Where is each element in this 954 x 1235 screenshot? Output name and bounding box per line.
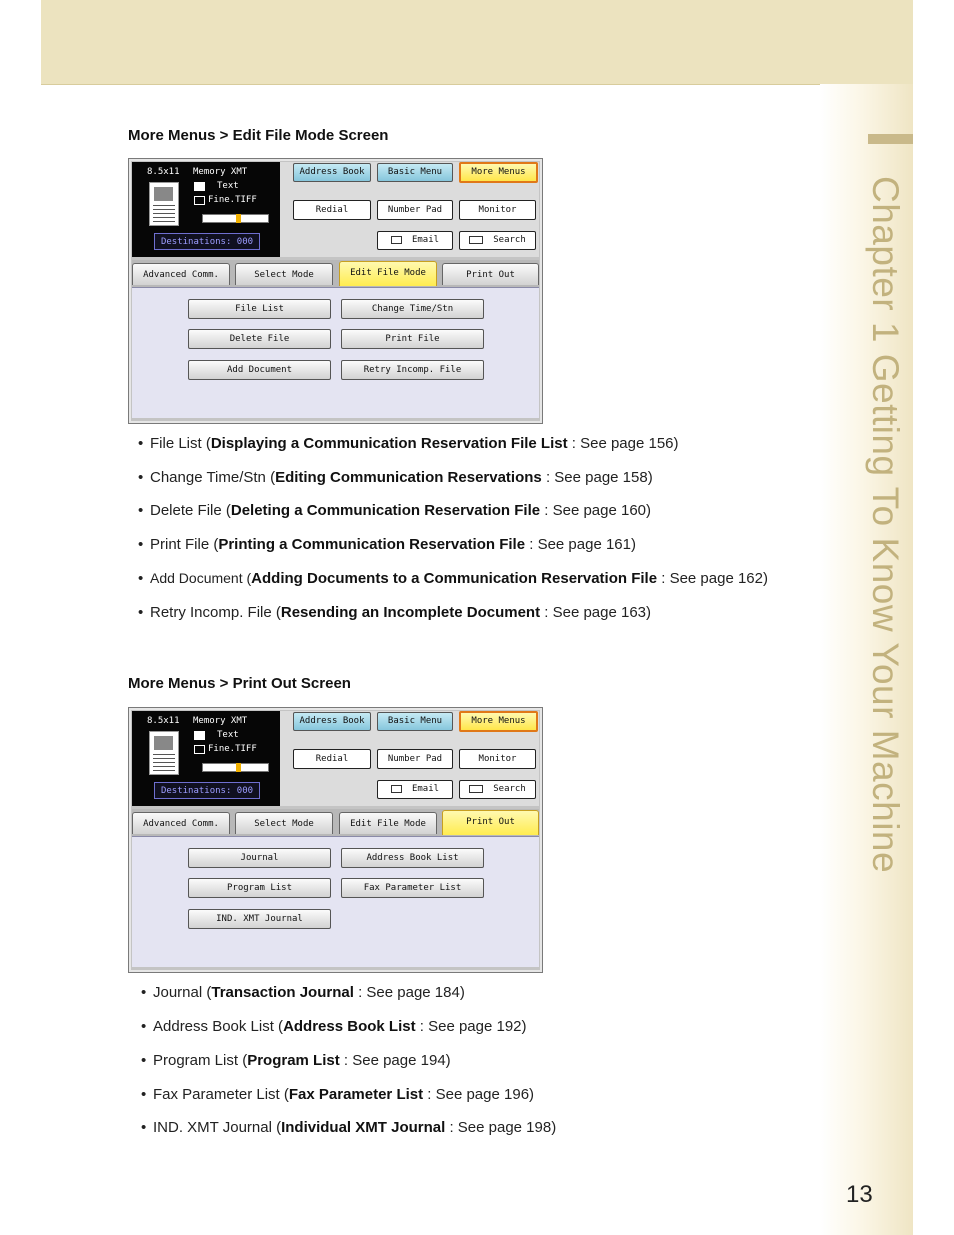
print-file-button[interactable]: Print File xyxy=(341,329,484,349)
contrast-slider[interactable] xyxy=(202,214,269,223)
add-document-button[interactable]: Add Document xyxy=(188,360,331,380)
resolution-icon xyxy=(194,745,205,754)
list-item: • Address Book List (Address Book List : See page 192) xyxy=(141,1018,527,1035)
tab-print-out[interactable]: Print Out xyxy=(442,263,539,285)
monitor-button[interactable]: Monitor xyxy=(459,200,536,220)
search-label: Search xyxy=(493,784,526,794)
monitor-button[interactable]: Monitor xyxy=(459,749,536,769)
delete-file-button[interactable]: Delete File xyxy=(188,329,331,349)
basic-menu-button[interactable]: Basic Menu xyxy=(377,712,453,731)
tab-select-mode[interactable]: Select Mode xyxy=(235,812,333,834)
resolution-icon xyxy=(194,196,205,205)
text-mode-icon xyxy=(194,182,205,191)
tab-edit-file-mode[interactable]: Edit File Mode xyxy=(339,261,437,286)
list-item: • IND. XMT Journal (Individual XMT Journal : See page 198) xyxy=(141,1119,557,1136)
email-label: Email xyxy=(411,235,440,245)
email-label: Email xyxy=(411,784,440,794)
tab-print-out[interactable]: Print Out xyxy=(442,810,539,835)
basic-menu-button[interactable]: Basic Menu xyxy=(377,163,453,182)
journal-button[interactable]: Journal xyxy=(188,848,331,868)
number-pad-button[interactable]: Number Pad xyxy=(377,749,453,769)
program-list-button[interactable]: Program List xyxy=(188,878,331,898)
contrast-slider[interactable] xyxy=(202,763,269,772)
retry-incomp-file-button[interactable]: Retry Incomp. File xyxy=(341,360,484,380)
more-menus-button[interactable]: More Menus xyxy=(459,162,538,183)
email-button[interactable] xyxy=(377,780,453,799)
contrast-knob[interactable] xyxy=(236,214,241,223)
list-item: • Print File (Printing a Communication Reservation File : See page 161) xyxy=(138,536,636,553)
list-item: • Journal (Transaction Journal : See page 184) xyxy=(141,984,465,1001)
chapter-tab-text: Chapter 1 Getting To Know Your Machine xyxy=(865,176,906,874)
document-thumbnail-icon xyxy=(149,182,179,226)
memory-xmt: Memory XMT xyxy=(193,167,248,177)
list-item: • File List (Displaying a Communication Reservation File List : See page 156) xyxy=(138,435,679,452)
book-icon xyxy=(469,236,483,244)
page-number: 13 xyxy=(846,1181,873,1208)
address-book-button[interactable]: Address Book xyxy=(293,163,371,182)
number-pad-button[interactable]: Number Pad xyxy=(377,200,453,220)
list-item: • Fax Parameter List (Fax Parameter List : See page 196) xyxy=(141,1086,535,1103)
address-book-list-button[interactable]: Address Book List xyxy=(341,848,484,868)
destinations-counter: Destinations: 000 xyxy=(154,782,260,799)
screen-edit-file-mode xyxy=(128,158,543,424)
contrast-knob[interactable] xyxy=(236,763,241,772)
envelope-icon xyxy=(391,785,402,793)
text-mode-icon xyxy=(194,731,205,740)
memory-xmt: Memory XMT xyxy=(193,716,248,726)
section-title-print-out: More Menus > Print Out Screen xyxy=(128,675,351,692)
tab-advanced-comm[interactable]: Advanced Comm. xyxy=(132,812,230,834)
list-item: • Delete File (Deleting a Communication Reservation File : See page 160) xyxy=(138,502,652,519)
more-menus-button[interactable]: More Menus xyxy=(459,711,538,732)
text-mode: Text xyxy=(217,730,239,740)
fax-parameter-list-button[interactable]: Fax Parameter List xyxy=(341,878,484,898)
redial-button[interactable]: Redial xyxy=(293,749,371,769)
paper-size: 8.5x11 xyxy=(147,716,180,726)
search-button[interactable] xyxy=(459,231,536,250)
file-list-button[interactable]: File List xyxy=(188,299,331,319)
resolution: Fine.TIFF xyxy=(208,195,257,205)
change-time-stn-button[interactable]: Change Time/Stn xyxy=(341,299,484,319)
resolution: Fine.TIFF xyxy=(208,744,257,754)
list-item: • Retry Incomp. File (Resending an Incomplete Document : See page 163) xyxy=(138,604,652,621)
status-area xyxy=(132,162,280,257)
tab-select-mode[interactable]: Select Mode xyxy=(235,263,333,285)
screen-print-out xyxy=(128,707,543,973)
address-book-button[interactable]: Address Book xyxy=(293,712,371,731)
paper-size: 8.5x11 xyxy=(147,167,180,177)
ind-xmt-journal-button[interactable]: IND. XMT Journal xyxy=(188,909,331,929)
envelope-icon xyxy=(391,236,402,244)
tab-edit-file-mode[interactable]: Edit File Mode xyxy=(339,812,437,834)
text-mode: Text xyxy=(217,181,239,191)
email-button[interactable] xyxy=(377,231,453,250)
book-icon xyxy=(469,785,483,793)
chapter-tab xyxy=(865,176,908,874)
section-title-edit-file: More Menus > Edit File Mode Screen xyxy=(128,127,389,144)
list-item: • Program List (Program List : See page 194) xyxy=(141,1052,451,1069)
redial-button[interactable]: Redial xyxy=(293,200,371,220)
tab-advanced-comm[interactable]: Advanced Comm. xyxy=(132,263,230,285)
chapter-marker-bar xyxy=(868,134,913,144)
list-item: • Change Time/Stn (Editing Communication Reservations : See page 158) xyxy=(138,469,653,486)
list-item: • Add Document (Adding Documents to a Communication Reservation File : See page 162) xyxy=(138,570,768,587)
status-area xyxy=(132,711,280,806)
document-thumbnail-icon xyxy=(149,731,179,775)
header-band xyxy=(41,0,913,85)
search-label: Search xyxy=(493,235,526,245)
search-button[interactable] xyxy=(459,780,536,799)
destinations-counter: Destinations: 000 xyxy=(154,233,260,250)
